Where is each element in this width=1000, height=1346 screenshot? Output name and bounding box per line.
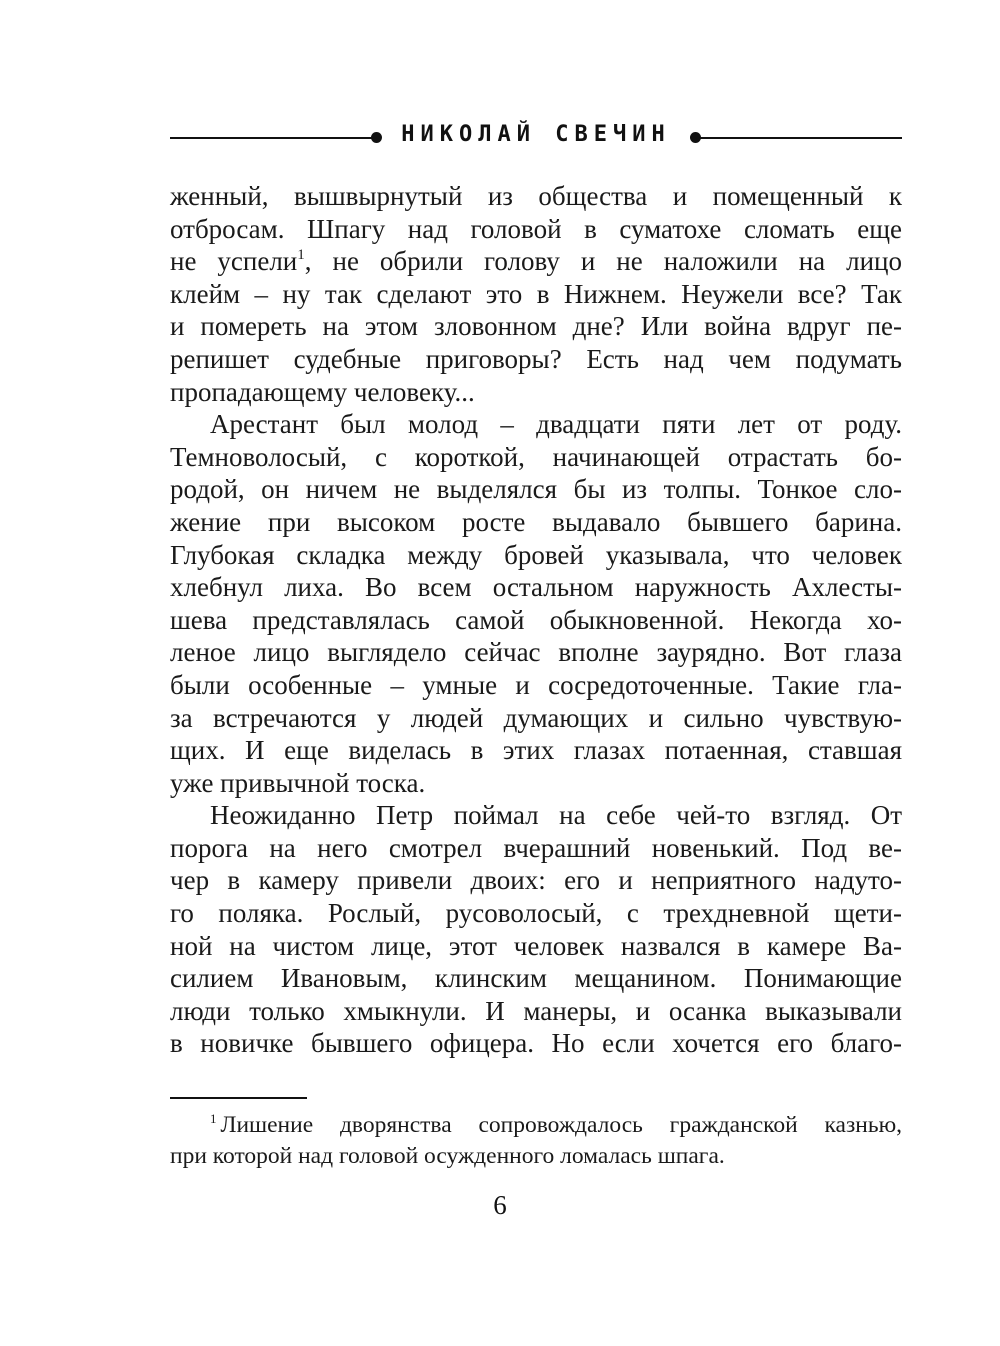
text-line: репишет судебные приговоры? Есть над чем подумать [170,343,902,374]
text-line: уже привычной тоска. [170,767,426,798]
text-line: клейм – ну так сделают это в Нижнем. Неужели все? Так [170,278,902,309]
footnote-separator [170,1097,307,1099]
running-header [170,120,902,156]
running-title: НИКОЛАЙ СВЕЧИН [401,122,671,147]
text-line: порога на него смотрел вчерашний новенький. Под ве- [170,832,902,863]
text-line: ной на чистом лице, этот человек назвался в камере Ва- [170,930,902,961]
footnote-line: при которой над головой осужденного ломалась шпага. [170,1143,725,1169]
header-rule-right [697,137,902,139]
footnote-marker: 1 [210,1111,217,1126]
text-line: чер в камеру привели двоих: его и неприятного надуто- [170,865,902,896]
text-line: отбросам. Шпагу над головой в суматохе сломать еще [170,213,902,244]
footnote-reference[interactable]: 1 [297,247,305,264]
text-fragment: , не обрили голову и не наложили на лицо [304,246,902,277]
page-number: 6 [493,1190,507,1220]
text-line: в новичке бывшего офицера. Но если хочется его благо- [170,1028,902,1059]
text-line: женный, вышвырнутый из общества и помещенный к [170,181,902,211]
text-line: пропадающему человеку... [170,376,475,407]
header-rule-left [170,137,375,139]
text-line: и помереть на этом зловонном дне? Или война вдруг пе- [170,311,902,342]
text-line: щих. И еще виделась в этих глазах потаенная, ставшая [170,735,902,766]
text-line [170,245,902,278]
text-line: жение при высоком росте выдавало бывшего барина. [170,506,902,537]
footnote-line [170,1110,902,1141]
text-line: Арестант был молод – двадцати пяти лет от роду. [210,409,902,440]
text-line: за встречаются у людей думающих и сильно чувствую- [170,702,902,733]
text-line: силием Ивановым, клинским мещанином. Понимающие [170,963,902,994]
text-line: леное лицо выглядело сейчас вполне заурядно. Вот глаза [170,637,902,668]
text-fragment: не успели [170,246,298,277]
body-text [170,180,902,1060]
text-line: были особенные – умные и сосредоточенные. Такие гла- [170,669,902,700]
footnotes [170,1110,902,1172]
text-line: Глубокая складка между бровей указывала, что человек [170,539,902,570]
text-line: хлебнул лиха. Во всем остальном наружность Ахлесты- [170,572,902,603]
header-bullet-left [371,132,382,143]
text-line: го поляка. Рослый, русоволосый, с трехдневной щети- [170,898,902,929]
text-line: шева представлялась самой обыкновенной. Некогда хо- [170,604,902,635]
footnote-text: Лишение дворянства сопровождалось гражданской казнью, [220,1112,902,1138]
text-line: родой, он ничем не выделялся бы из толпы. Тонкое сло- [170,474,902,505]
text-line: люди только хмыкнули. И манеры, и осанка выказывали [170,995,902,1026]
text-line: Неожиданно Петр поймал на себе чей-то взгляд. От [210,800,902,831]
text-line: Темноволосый, с короткой, начинающей отрастать бо- [170,441,902,472]
